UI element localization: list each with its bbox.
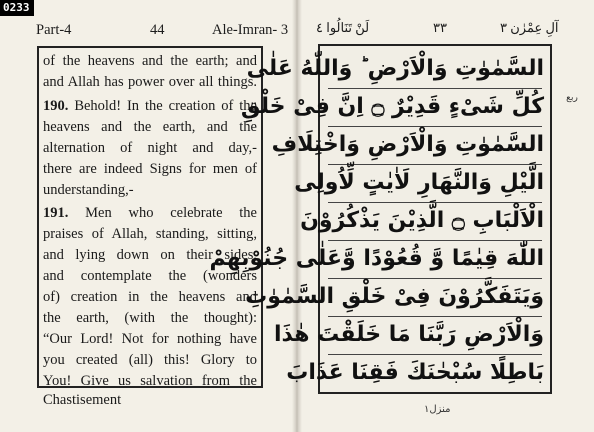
translation-box — [37, 46, 263, 408]
translation-line: and Allah has power over all things. — [43, 74, 257, 90]
translation-line: understanding,- — [43, 182, 134, 198]
arabic-surah-label: آلِ عِمْرٰن ٣ — [500, 20, 559, 35]
line-rule — [328, 278, 542, 279]
line-rule — [328, 354, 542, 355]
translation-line: “Our Lord! Not for nothing have — [43, 331, 257, 347]
arabic-line: اللّٰهَ قِيٰمًا وَّ قُعُوْدًا وَّعَلٰى جُنُوْبِهِمْ — [209, 246, 544, 271]
arabic-line: الْاَلْبَابِ ۝ الَّذِيْنَ يَذْكُرُوْنَ — [300, 208, 544, 233]
arabic-line: السَّمٰوٰتِ وَالْاَرْضِ وَاخْتِلَافِ — [271, 132, 544, 157]
translation-line: praises of Allah, standing, sitting, — [43, 226, 257, 242]
translation-line: alternation of night and day,- — [43, 140, 257, 156]
line-rule — [328, 88, 542, 89]
translation-line: you created (all) this! Glory to — [43, 352, 257, 368]
line-rule — [328, 202, 542, 203]
line-rule — [328, 164, 542, 165]
translation-text — [43, 50, 257, 408]
page-number: 44 — [150, 22, 165, 38]
arabic-juz-label: لَنْ تَنَالُوا ٤ — [316, 20, 370, 35]
verse-number: 190. — [43, 98, 69, 114]
manzil-footer: منزل۱ — [424, 404, 451, 415]
translation-line: there are indeed Signs for men of — [43, 161, 257, 177]
arabic-line: وَالْاَرْضِ رَبَّنَا مَا خَلَقْتَ هٰذَا — [273, 322, 544, 347]
translation-line: of) creation in the heavens and — [43, 289, 257, 305]
translation-line — [43, 95, 257, 117]
arabic-page-number: ٣٣ — [433, 20, 447, 35]
arabic-line: الَّيْلِ وَالنَّهَارِ لَاٰيٰتٍ لِّاُولِى — [294, 170, 544, 195]
translation-line: of the heavens and the earth; and — [43, 53, 257, 69]
part-label: Part-4 — [36, 22, 72, 38]
line-rule — [328, 240, 542, 241]
verse-number: 191. — [43, 205, 69, 221]
arabic-line: وَيَتَفَكَّرُوْنَ فِىْ خَلْقِ السَّمٰوٰتِ — [245, 284, 544, 309]
line-rule — [328, 126, 542, 127]
arabic-line: كُلِّ شَىْءٍ قَدِيْرٌ ۝ اِنَّ فِىْ خَلْقِ — [240, 94, 544, 119]
translation-line: heavens and the earth, and the — [43, 119, 257, 135]
surah-label: Ale-Imran- 3 — [212, 22, 289, 38]
verse-text: Men who celebrate the — [68, 205, 257, 221]
arabic-line: بَاطِلًا سُبْحٰنَكَ فَقِنَا عَذَابَ — [286, 360, 544, 385]
translation-line: Chastisement — [43, 392, 122, 408]
translation-line — [43, 202, 257, 224]
translation-line: You! Give us salvation from the — [43, 373, 257, 389]
arabic-text-box — [209, 44, 552, 394]
translation-line: and contemplate the (wonders — [43, 268, 257, 284]
arabic-line: السَّمٰوٰتِ وَالْاَرْضِ ؕ وَاللّٰهُ عَلٰى — [246, 56, 544, 81]
translation-line: the earth, (with the thought): — [43, 310, 257, 326]
image-id-badge: 0233 — [0, 0, 34, 16]
translation-line: and lying down on their sides, — [43, 247, 257, 263]
rub-marker: ربع — [566, 93, 578, 103]
verse-text: Behold! In the creation of the — [68, 98, 257, 114]
line-rule — [328, 316, 542, 317]
